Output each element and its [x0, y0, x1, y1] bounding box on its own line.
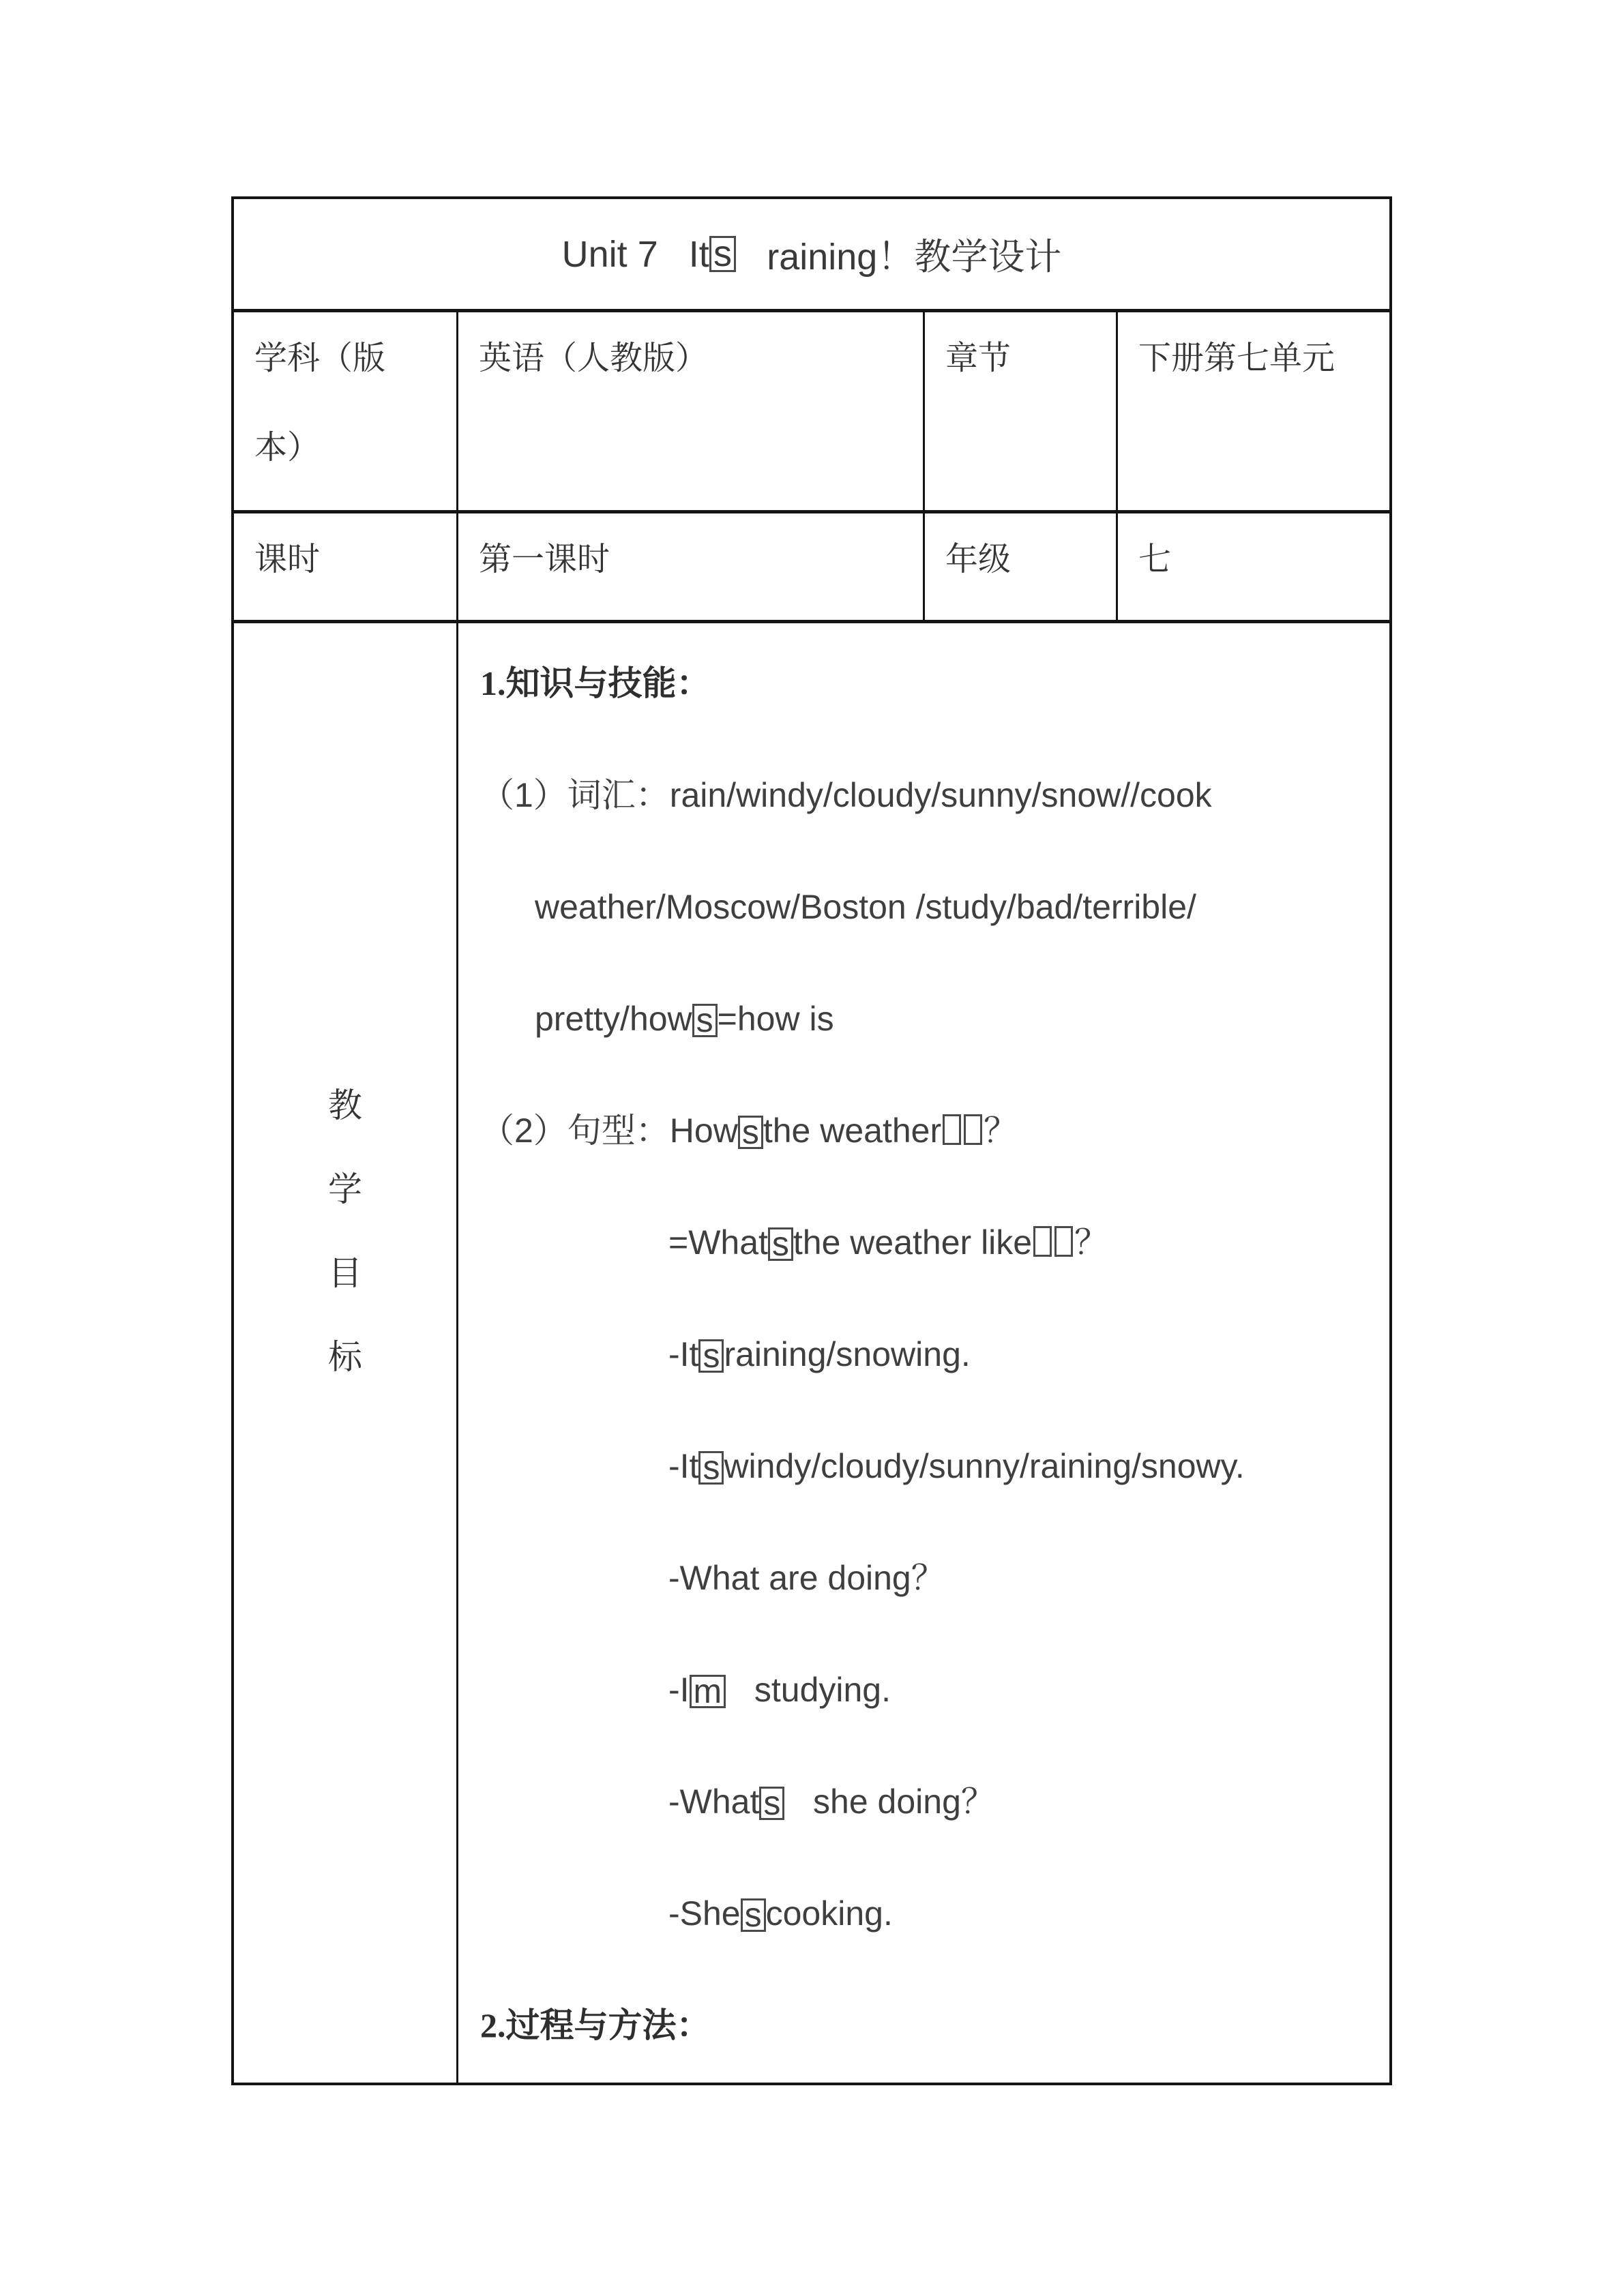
teaching-design-table — [231, 196, 1392, 2085]
text-line: 年级 — [945, 541, 1012, 578]
text-line: 学 — [328, 1170, 362, 1208]
tofu-box-glyph: s — [738, 1116, 763, 1149]
text-line: 七 — [1138, 541, 1172, 578]
chapter-label-cell — [925, 312, 1118, 510]
objective-line: （1）词汇：rain/windy/cloudy/sunny/snow//cook — [480, 776, 1212, 814]
objective-line: （2）句型：How s the weather ？ — [480, 1112, 1018, 1151]
text-line: 教 — [328, 1086, 362, 1124]
objective-line: -What s she doing？ — [668, 1783, 995, 1822]
tofu-box-glyph: s — [741, 1898, 766, 1932]
text-line: 标 — [328, 1338, 362, 1376]
text-line: 章节 — [945, 340, 1012, 376]
objective-line: -What are doing？ — [668, 1559, 945, 1597]
title-row — [234, 199, 1389, 312]
tofu-box-glyph: s — [768, 1227, 793, 1261]
objective-line: 2.过程与方法： — [480, 2006, 711, 2044]
period-label-cell — [234, 513, 458, 620]
tofu-box-empty — [1033, 1226, 1052, 1257]
objective-line: =What s the weather like ？ — [668, 1223, 1109, 1263]
tofu-box-glyph: s — [698, 1339, 724, 1373]
tofu-box-glyph: s — [692, 1004, 718, 1037]
text-line: 英语（人教版） — [479, 340, 709, 376]
objectives-row — [234, 623, 1389, 2083]
tofu-box-empty — [1054, 1226, 1073, 1257]
text-line: 目 — [328, 1254, 362, 1292]
tofu-box-empty — [964, 1114, 982, 1145]
chapter-value-cell — [1118, 312, 1389, 510]
objective-line: pretty/how s =how is — [535, 1000, 834, 1039]
period-value-cell — [458, 513, 925, 620]
objective-line: -It s windy/cloudy/sunny/raining/snowy. — [668, 1447, 1245, 1487]
text-line: 课时 — [254, 541, 321, 578]
tofu-box-empty — [943, 1114, 961, 1145]
grade-label-cell — [925, 513, 1118, 620]
objectives-vertical-label — [234, 623, 458, 2083]
document-title: Unit 7 It s raining！教学设计 — [561, 233, 1062, 278]
subject-row — [234, 312, 1389, 513]
text-line: 学科（版 — [254, 340, 386, 376]
text-line: 本） — [254, 430, 321, 466]
period-row — [234, 513, 1389, 623]
objective-line: -She s cooking. — [668, 1894, 893, 1934]
objectives-content — [458, 623, 1389, 2083]
subject-value-cell — [458, 312, 925, 510]
objective-line: -It s raining/snowing. — [668, 1335, 971, 1375]
text-line: 第一课时 — [479, 541, 610, 578]
tofu-box-glyph: s — [759, 1787, 784, 1820]
tofu-box-glyph: s — [709, 236, 736, 271]
objective-line: -I m studying. — [668, 1671, 891, 1710]
text-line: 下册第七单元 — [1138, 340, 1335, 376]
objective-line: 1.知识与技能： — [480, 664, 711, 702]
tofu-box-glyph: s — [698, 1451, 724, 1485]
grade-value-cell — [1118, 513, 1389, 620]
tofu-box-glyph: m — [690, 1675, 726, 1708]
subject-label-cell — [234, 312, 458, 510]
objective-line: weather/Moscow/Boston /study/bad/terrible/ — [535, 888, 1196, 926]
